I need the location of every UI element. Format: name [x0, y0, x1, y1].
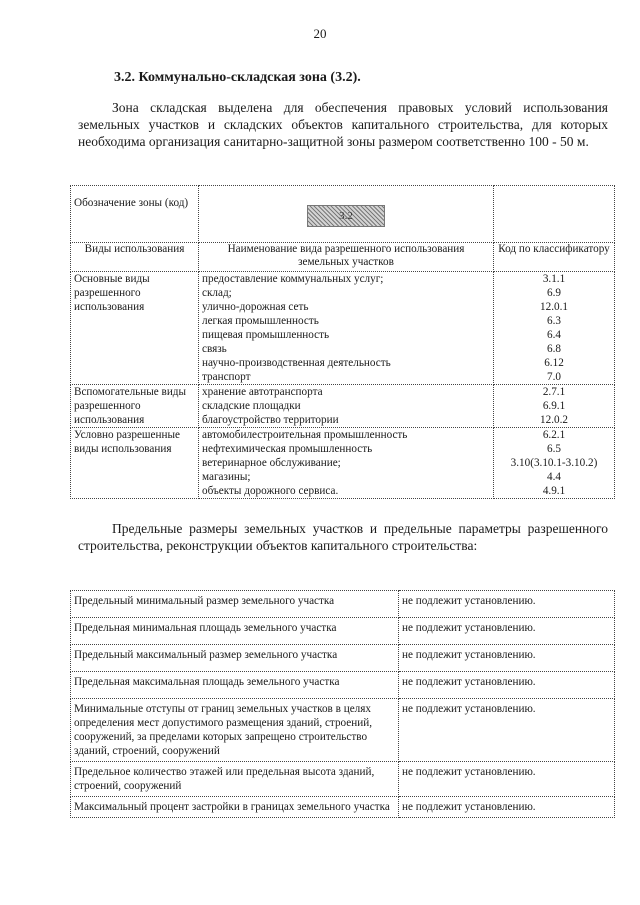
usage-group-name: Основные виды разрешенного использования	[71, 272, 199, 385]
usage-name: пищевая промышленность	[202, 329, 330, 341]
limit-parameter: Предельная максимальная площадь земельного участка	[71, 672, 399, 699]
usage-code: 12.0.1	[540, 301, 568, 313]
usage-name: предоставление коммунальных услуг;	[202, 273, 384, 285]
page-number: 20	[313, 26, 327, 41]
usage-codes-cell	[494, 428, 615, 499]
usage-name: автомобилестроительная промышленность	[202, 429, 408, 441]
zone-table-header	[71, 243, 615, 272]
limit-parameter: Максимальный процент застройки в границах земельного участка	[71, 797, 399, 818]
usage-name: легкая промышленность	[202, 315, 319, 327]
usage-code: 3.1.1	[542, 273, 566, 285]
usage-name: складские площадки	[202, 400, 301, 412]
usage-name: объекты дорожного сервиса.	[202, 485, 339, 497]
limit-value: не подлежит установлению.	[399, 699, 615, 762]
usage-name: ветеринарное обслуживание;	[202, 457, 341, 469]
header-classifier-code: Код по классификатору	[494, 243, 615, 272]
usage-code: 6.4	[547, 329, 561, 341]
intro-paragraph: Зона складская выделена для обеспечения правовых условий использования земельных участков и складских объектов капитального строительства, для которых необходима организация санитарно-защитной зоны размером соответственно 100 - 50 м.	[78, 100, 608, 149]
limit-row	[71, 591, 615, 618]
usage-name: нефтехимическая промышленность	[202, 443, 373, 455]
header-usage-name: Наименование вида разрешенного использования земельных участков	[199, 243, 494, 272]
limits-intro-paragraph: Предельные размеры земельных участков и предельные параметры разрешенного строительства, реконструкции объектов капитального строительства:	[78, 521, 608, 553]
limit-parameter: Предельный минимальный размер земельного участка	[71, 591, 399, 618]
usage-group-row	[71, 428, 615, 499]
usage-codes-cell	[494, 272, 615, 385]
usage-name: научно-производственная деятельность	[202, 357, 391, 369]
usage-name: магазины;	[202, 471, 251, 483]
usage-code: 2.7.1	[542, 386, 566, 398]
usage-code: 12.0.2	[540, 414, 568, 426]
limit-row	[71, 762, 615, 797]
limits-table	[70, 590, 615, 818]
usage-group-row	[71, 272, 615, 385]
zone-code-cell	[199, 186, 494, 243]
usage-code: 6.12	[544, 357, 564, 369]
zone-usage-table	[70, 185, 615, 499]
limit-parameter: Предельный максимальный размер земельного участка	[71, 645, 399, 672]
usage-code: 4.9.1	[542, 485, 566, 497]
usage-code: 6.3	[547, 315, 561, 327]
limit-row	[71, 618, 615, 645]
limit-value: не подлежит установлению.	[399, 618, 615, 645]
usage-code: 6.2.1	[542, 429, 566, 441]
zone-empty-cell	[494, 186, 615, 243]
zone-code-row	[71, 186, 615, 243]
usage-codes-cell	[494, 385, 615, 428]
zone-code-stamp: 3.2	[307, 205, 385, 227]
limit-parameter: Минимальные отступы от границ земельных участков в целях определения мест допустимого размещения зданий, строений, сооружений, за пределами которых запрещено строительство зданий, строений, сооружений	[71, 699, 399, 762]
usage-code: 6.5	[547, 443, 561, 455]
limit-row	[71, 672, 615, 699]
usage-name: склад;	[202, 287, 232, 299]
limit-parameter: Предельное количество этажей или предельная высота зданий, строений, сооружений	[71, 762, 399, 797]
section-heading: 3.2. Коммунально-складская зона (3.2).	[114, 70, 361, 85]
usage-group-name: Вспомогательные виды разрешенного использования	[71, 385, 199, 428]
usage-name: хранение автотранспорта	[202, 386, 323, 398]
limit-row	[71, 699, 615, 762]
usage-names-cell	[199, 385, 494, 428]
usage-names-cell	[199, 428, 494, 499]
header-usage-types: Виды использования	[71, 243, 199, 272]
usage-group-row	[71, 385, 615, 428]
limit-row	[71, 645, 615, 672]
usage-code: 6.9	[547, 287, 561, 299]
usage-code: 3.10(3.10.1-3.10.2)	[510, 457, 598, 469]
limit-parameter: Предельная минимальная площадь земельного участка	[71, 618, 399, 645]
usage-names-cell	[199, 272, 494, 385]
usage-name: улично-дорожная сеть	[202, 301, 309, 313]
usage-code: 6.8	[547, 343, 561, 355]
usage-code: 7.0	[547, 371, 561, 383]
zone-label: Обозначение зоны (код)	[71, 186, 199, 243]
usage-code: 4.4	[547, 471, 561, 483]
usage-name: благоустройство территории	[202, 414, 339, 426]
usage-name: транспорт	[202, 371, 251, 383]
limit-row	[71, 797, 615, 818]
limit-value: не подлежит установлению.	[399, 591, 615, 618]
limit-value: не подлежит установлению.	[399, 797, 615, 818]
usage-group-name: Условно разрешенные виды использования	[71, 428, 199, 499]
usage-name: связь	[202, 343, 227, 355]
limit-value: не подлежит установлению.	[399, 645, 615, 672]
limit-value: не подлежит установлению.	[399, 672, 615, 699]
limit-value: не подлежит установлению.	[399, 762, 615, 797]
usage-code: 6.9.1	[542, 400, 566, 412]
